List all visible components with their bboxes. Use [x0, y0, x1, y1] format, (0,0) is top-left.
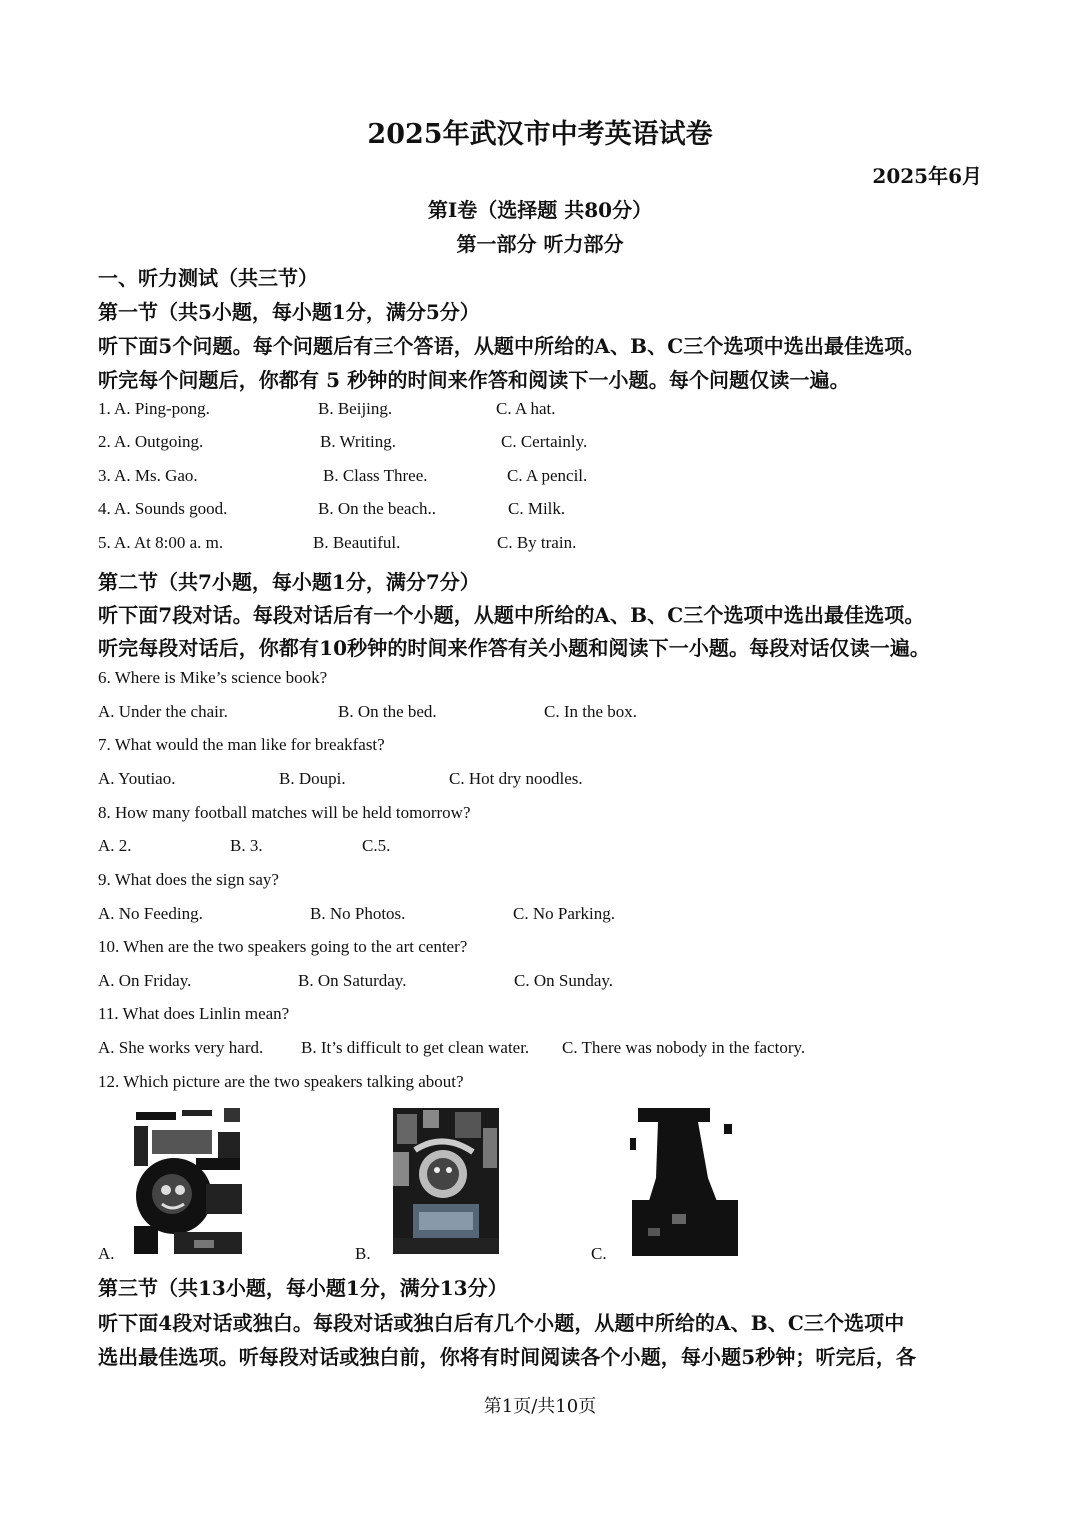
question-12-text: 12. Which picture are the two speakers talking about? — [98, 1072, 464, 1091]
volume-heading: 第Ⅰ卷（选择题 共80分） — [427, 198, 653, 222]
option-b: B. On the beach.. — [318, 499, 437, 518]
option-c: C. By train. — [497, 533, 577, 552]
option-a: A. Youtiao. — [98, 769, 176, 788]
picture-b — [393, 1108, 499, 1254]
option-b: B. On Saturday. — [298, 971, 407, 990]
option-a: 2. A. Outgoing. — [98, 432, 204, 451]
s2-heading: 第二节（共7小题，每小题1分，满分7分） — [98, 570, 480, 594]
option-c: C. Hot dry noodles. — [449, 769, 583, 788]
option-a: 4. A. Sounds good. — [98, 499, 228, 518]
question-text: 11. What does Linlin mean? — [98, 1004, 290, 1023]
s3-instruction-1: 听下面4段对话或独白。每段对话或独白后有几个小题，从题中所给的A、B、C三个选项中 — [98, 1311, 905, 1335]
picture-c — [628, 1108, 740, 1256]
page-title: 2025年武汉市中考英语试卷 — [367, 119, 713, 150]
picture-c-image — [628, 1108, 740, 1256]
option-c: C. In the box. — [544, 702, 638, 721]
option-a: A. She works very hard. — [98, 1038, 264, 1057]
s2-instruction-2: 听完每段对话后，你都有10秒钟的时间来作答有关小题和阅读下一小题。每段对话仅读一遍。 — [98, 636, 931, 660]
s1-instruction-2: 听完每个问题后，你都有 5 秒钟的时间来作答和阅读下一小题。每个问题仅读一遍。 — [98, 368, 850, 392]
picture-a — [134, 1108, 242, 1254]
option-b: B. Beautiful. — [313, 533, 401, 552]
picture-label-c: C. — [591, 1244, 607, 1263]
option-b: B. Class Three. — [323, 466, 428, 485]
option-c: C. There was nobody in the factory. — [562, 1038, 806, 1057]
question-text: 6. Where is Mike’s science book? — [98, 668, 328, 687]
option-b: B. 3. — [230, 836, 263, 855]
option-b: B. It’s difficult to get clean water. — [301, 1038, 530, 1057]
option-a: A. Under the chair. — [98, 702, 228, 721]
option-c: C. A hat. — [496, 399, 556, 418]
option-c: C. On Sunday. — [514, 971, 614, 990]
picture-label-a: A. — [98, 1244, 115, 1263]
option-a: A. On Friday. — [98, 971, 192, 990]
picture-b-image — [393, 1108, 499, 1254]
option-b: B. No Photos. — [310, 904, 406, 923]
s1-heading: 第一节（共5小题，每小题1分，满分5分） — [98, 300, 480, 324]
question-text: 8. How many football matches will be held tomorrow? — [98, 803, 471, 822]
picture-label-b: B. — [355, 1244, 371, 1263]
s1-instruction-1: 听下面5个问题。每个问题后有三个答语，从题中所给的A、B、C三个选项中选出最佳选项。 — [98, 334, 925, 358]
s3-heading: 第三节（共13小题，每小题1分，满分13分） — [98, 1276, 508, 1300]
s3-instruction-2: 选出最佳选项。听每段对话或独白前，你将有时间阅读各个小题，每小题5秒钟；听完后，各 — [98, 1345, 917, 1369]
picture-a-image — [134, 1108, 242, 1254]
option-c: C. Certainly. — [501, 432, 588, 451]
part-heading: 第一部分 听力部分 — [456, 232, 624, 256]
option-c: C.5. — [362, 836, 391, 855]
option-b: B. Doupi. — [279, 769, 346, 788]
option-b: B. Beijing. — [318, 399, 393, 418]
option-a: A. No Feeding. — [98, 904, 203, 923]
option-a: A. 2. — [98, 836, 132, 855]
s2-instruction-1: 听下面7段对话。每段对话后有一个小题，从题中所给的A、B、C三个选项中选出最佳选项。 — [98, 603, 925, 627]
option-b: B. On the bed. — [338, 702, 437, 721]
option-c: C. A pencil. — [507, 466, 588, 485]
section-main-heading: 一、听力测试（共三节） — [98, 266, 318, 290]
option-a: 5. A. At 8:00 a. m. — [98, 533, 224, 552]
exam-date: 2025年6月 — [872, 164, 982, 188]
option-a: 1. A. Ping-pong. — [98, 399, 210, 418]
question-text: 7. What would the man like for breakfast? — [98, 735, 385, 754]
question-text: 9. What does the sign say? — [98, 870, 279, 889]
question-text: 10. When are the two speakers going to the art center? — [98, 937, 468, 956]
page-footer: 第1页/共10页 — [483, 1396, 597, 1417]
option-c: C. Milk. — [508, 499, 566, 518]
option-b: B. Writing. — [320, 432, 396, 451]
option-a: 3. A. Ms. Gao. — [98, 466, 198, 485]
option-c: C. No Parking. — [513, 904, 615, 923]
